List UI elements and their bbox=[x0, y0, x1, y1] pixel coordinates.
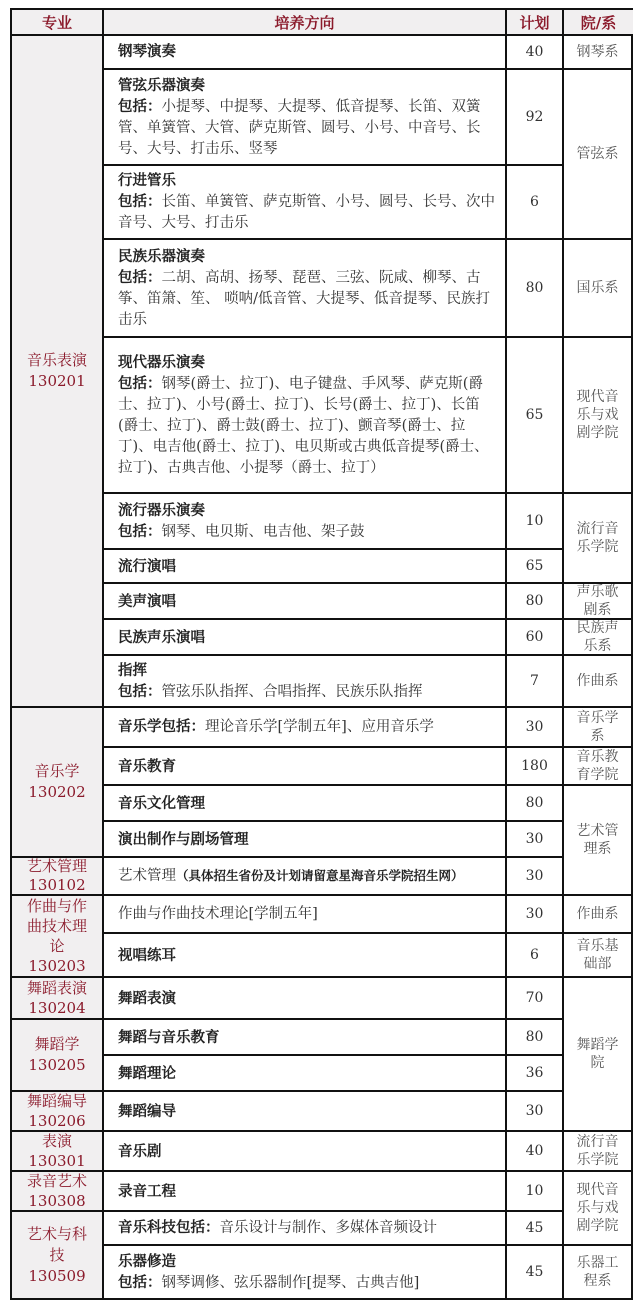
direction-title: 流行演唱 bbox=[118, 557, 176, 575]
major-code: 130102 bbox=[28, 876, 86, 894]
plan-cell: 60 bbox=[507, 620, 564, 656]
major-code: 130308 bbox=[28, 1192, 86, 1210]
includes-label: 包括： bbox=[118, 97, 162, 115]
direction-title: 录音工程 bbox=[118, 1182, 176, 1200]
plan-cell: 45 bbox=[507, 1212, 564, 1246]
direction-title: 乐器修造 bbox=[118, 1252, 176, 1270]
plan-cell: 45 bbox=[507, 1246, 564, 1298]
plan-cell: 6 bbox=[507, 166, 564, 240]
dept-label: 民族声乐系 bbox=[576, 620, 619, 654]
major-code: 130205 bbox=[28, 1056, 86, 1074]
dept-cell: 钢琴系 bbox=[564, 36, 631, 70]
direction-title: 行进管乐 bbox=[118, 172, 176, 189]
direction-cell bbox=[104, 748, 507, 786]
direction-title: 民族乐器演奏 bbox=[118, 247, 205, 265]
major-cell bbox=[12, 858, 104, 896]
direction-cell bbox=[104, 1020, 507, 1056]
direction-title: 音乐剧 bbox=[118, 1142, 162, 1160]
major-name: 音乐学 bbox=[34, 762, 80, 780]
plan-cell: 10 bbox=[507, 494, 564, 550]
plan-cell: 65 bbox=[507, 550, 564, 584]
direction-cell bbox=[104, 36, 507, 70]
header-plan: 计划 bbox=[507, 10, 564, 36]
includes-label: 包括： bbox=[118, 522, 162, 540]
direction-title: 视唱练耳 bbox=[118, 946, 176, 964]
includes-label: 包括： bbox=[118, 682, 162, 700]
major-name: 音乐表演 bbox=[26, 351, 87, 369]
plan-cell: 30 bbox=[507, 858, 564, 896]
major-name: 舞蹈学 bbox=[34, 1035, 80, 1053]
direction-title: 民族声乐演唱 bbox=[118, 628, 205, 646]
plan-cell: 36 bbox=[507, 1056, 564, 1092]
direction-detail: 小提琴、中提琴、大提琴、低音提琴、长笛、双簧管、单簧管、大管、萨克斯管、圆号、小号、中音号、长号、大号、打击乐、竖琴 bbox=[118, 98, 481, 157]
major-name: 舞蹈表演 bbox=[26, 979, 87, 997]
dept-label: 音乐教育学院 bbox=[576, 749, 619, 783]
major-cell bbox=[12, 1172, 104, 1212]
major-code: 130301 bbox=[28, 1152, 86, 1170]
direction-cell bbox=[104, 494, 507, 550]
direction-title: 美声演唱 bbox=[118, 592, 176, 610]
dept-label: 现代音乐与戏剧学院 bbox=[576, 1182, 619, 1234]
major-code: 130201 bbox=[28, 372, 86, 390]
dept-cell: 作曲系 bbox=[564, 896, 631, 934]
header-major: 专业 bbox=[12, 10, 104, 36]
dept-cell bbox=[564, 338, 631, 494]
direction-cell bbox=[104, 1246, 507, 1298]
dept-label: 音乐学系 bbox=[576, 710, 619, 744]
direction-cell bbox=[104, 1056, 507, 1092]
major-name: 艺术与科技 bbox=[26, 1224, 87, 1264]
dept-label: 现代音乐与戏剧学院 bbox=[576, 389, 619, 441]
major-cell bbox=[12, 1092, 104, 1132]
direction-title: 音乐文化管理 bbox=[118, 794, 205, 812]
dept-label: 流行音乐学院 bbox=[576, 521, 619, 555]
direction-cell bbox=[104, 1212, 507, 1246]
direction-cell bbox=[104, 584, 507, 620]
includes-label: 包括： bbox=[118, 268, 162, 286]
direction-detail: 音乐设计与制作、多媒体音频设计 bbox=[219, 1220, 437, 1236]
direction-title: 演出制作与剧场管理 bbox=[118, 830, 249, 848]
direction-detail: 钢琴(爵士、拉丁)、电子键盘、手风琴、萨克斯(爵士、拉丁)、小号(爵士、拉丁)、长号(爵士、拉丁)、长笛(爵士、拉丁)、爵士鼓(爵士、拉丁)、颤音琴(爵士、拉丁)、电吉他(爵士、拉丁)、电贝斯或古典低音提琴(爵士、拉丁)、古典吉他、小提琴（爵士、拉丁） bbox=[118, 375, 489, 476]
direction-title: 艺术管理 bbox=[118, 868, 176, 884]
dept-label: 乐器工程系 bbox=[576, 1255, 619, 1289]
major-name: 表演 bbox=[41, 1132, 72, 1150]
direction-title: 钢琴演奏 bbox=[118, 43, 176, 60]
direction-title: 舞蹈表演 bbox=[118, 989, 176, 1007]
direction-detail: 管弦乐队指挥、合唱指挥、民族乐队指挥 bbox=[161, 683, 423, 700]
dept-cell bbox=[564, 584, 631, 620]
plan-cell: 70 bbox=[507, 978, 564, 1020]
dept-cell bbox=[564, 1172, 631, 1246]
direction-cell bbox=[104, 934, 507, 978]
enrollment-plan-table bbox=[10, 8, 633, 1300]
dept-cell bbox=[564, 934, 631, 978]
direction-title: 舞蹈理论 bbox=[118, 1064, 176, 1082]
direction-cell bbox=[104, 240, 507, 338]
dept-cell: 管弦系 bbox=[564, 70, 631, 240]
major-name: 艺术管理 bbox=[26, 857, 87, 875]
direction-cell bbox=[104, 708, 507, 748]
plan-cell: 30 bbox=[507, 708, 564, 748]
major-code: 130206 bbox=[28, 1112, 86, 1130]
dept-cell bbox=[564, 494, 631, 584]
plan-cell: 40 bbox=[507, 36, 564, 70]
dept-cell bbox=[564, 748, 631, 786]
major-code: 130202 bbox=[28, 783, 86, 801]
plan-cell: 7 bbox=[507, 656, 564, 708]
major-cell bbox=[12, 978, 104, 1020]
dept-cell bbox=[564, 1246, 631, 1298]
major-cell bbox=[12, 1020, 104, 1092]
direction-cell bbox=[104, 978, 507, 1020]
major-cell bbox=[12, 36, 104, 708]
direction-title: 管弦乐器演奏 bbox=[118, 76, 205, 94]
includes-label: 包括： bbox=[118, 374, 162, 392]
dept-label: 音乐基础部 bbox=[576, 938, 619, 972]
major-cell bbox=[12, 708, 104, 858]
direction-title: 作曲与作曲技术理论[学制五年] bbox=[118, 905, 318, 922]
dept-cell bbox=[564, 1132, 631, 1172]
dept-cell bbox=[564, 708, 631, 748]
direction-detail: 理论音乐学[学制五年]、应用音乐学 bbox=[205, 719, 434, 735]
plan-cell: 80 bbox=[507, 584, 564, 620]
direction-title: 音乐科技包括： bbox=[118, 1219, 220, 1236]
plan-cell: 30 bbox=[507, 822, 564, 858]
dept-cell bbox=[564, 978, 631, 1132]
dept-cell: 国乐系 bbox=[564, 240, 631, 338]
major-name: 录音艺术 bbox=[26, 1172, 87, 1190]
direction-title: 舞蹈编导 bbox=[118, 1102, 176, 1120]
direction-cell bbox=[104, 822, 507, 858]
direction-note: （具体招生省份及计划请留意星海音乐学院招生网） bbox=[176, 868, 464, 883]
direction-cell bbox=[104, 656, 507, 708]
direction-title: 流行器乐演奏 bbox=[118, 501, 205, 519]
dept-label: 舞蹈学院 bbox=[576, 1037, 619, 1071]
direction-cell bbox=[104, 786, 507, 822]
dept-cell bbox=[564, 786, 631, 896]
major-cell bbox=[12, 1212, 104, 1298]
plan-cell: 92 bbox=[507, 70, 564, 166]
plan-cell: 30 bbox=[507, 1092, 564, 1132]
direction-title: 舞蹈与音乐教育 bbox=[118, 1028, 220, 1046]
major-name: 舞蹈编导 bbox=[26, 1092, 87, 1110]
direction-title: 现代器乐演奏 bbox=[118, 353, 205, 371]
direction-title: 指挥 bbox=[118, 661, 147, 679]
plan-cell: 40 bbox=[507, 1132, 564, 1172]
includes-label: 包括： bbox=[118, 193, 162, 210]
plan-cell: 80 bbox=[507, 1020, 564, 1056]
header-direction: 培养方向 bbox=[104, 10, 507, 36]
dept-cell: 作曲系 bbox=[564, 656, 631, 708]
plan-cell: 10 bbox=[507, 1172, 564, 1212]
direction-cell bbox=[104, 620, 507, 656]
direction-cell bbox=[104, 1132, 507, 1172]
direction-detail: 二胡、高胡、扬琴、琵琶、三弦、阮咸、柳琴、古筝、笛箫、笙、 唢呐/低音管、大提琴、低音提琴、民族打击乐 bbox=[118, 269, 490, 328]
plan-cell: 80 bbox=[507, 240, 564, 338]
dept-cell bbox=[564, 620, 631, 656]
dept-label: 流行音乐学院 bbox=[576, 1134, 619, 1168]
direction-cell bbox=[104, 550, 507, 584]
plan-cell: 6 bbox=[507, 934, 564, 978]
direction-cell bbox=[104, 896, 507, 934]
direction-detail: 钢琴调修、弦乐器制作[提琴、古典吉他] bbox=[161, 1274, 420, 1291]
direction-title: 音乐学包括： bbox=[118, 718, 205, 735]
direction-detail: 长笛、单簧管、萨克斯管、小号、圆号、长号、次中音号、大号、打击乐 bbox=[118, 194, 495, 231]
direction-cell bbox=[104, 858, 507, 896]
plan-cell: 80 bbox=[507, 786, 564, 822]
direction-cell bbox=[104, 338, 507, 494]
major-name: 作曲与作曲技术理论 bbox=[26, 897, 87, 955]
plan-cell: 180 bbox=[507, 748, 564, 786]
plan-cell: 65 bbox=[507, 338, 564, 494]
direction-cell bbox=[104, 166, 507, 240]
dept-label: 声乐歌剧系 bbox=[576, 584, 619, 618]
direction-cell bbox=[104, 70, 507, 166]
direction-cell bbox=[104, 1092, 507, 1132]
direction-cell bbox=[104, 1172, 507, 1212]
major-code: 130203 bbox=[28, 957, 86, 975]
major-code: 130204 bbox=[28, 999, 86, 1017]
header-dept: 院/系 bbox=[564, 10, 633, 36]
major-code: 130509 bbox=[28, 1266, 86, 1285]
major-cell bbox=[12, 1132, 104, 1172]
includes-label: 包括： bbox=[118, 1273, 162, 1291]
major-cell bbox=[12, 896, 104, 978]
direction-title: 音乐教育 bbox=[118, 757, 176, 775]
plan-cell: 30 bbox=[507, 896, 564, 934]
dept-label: 艺术管理系 bbox=[576, 823, 619, 857]
direction-detail: 钢琴、电贝斯、电吉他、架子鼓 bbox=[161, 523, 365, 540]
